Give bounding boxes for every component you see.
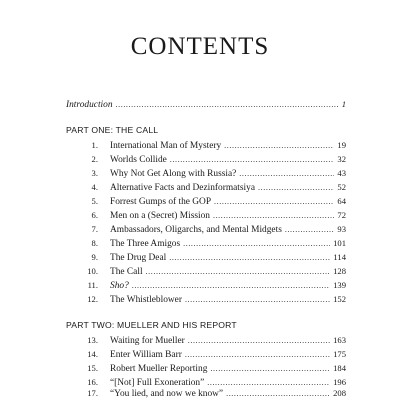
chapter-number: 7. (91, 224, 98, 234)
chapter-page: 72 (337, 210, 346, 220)
toc-entry[interactable] (66, 333, 346, 347)
chapter-page: 43 (337, 168, 346, 178)
dot-leader (185, 348, 330, 362)
chapter-page: 163 (333, 335, 346, 345)
chapter-number: 1. (91, 140, 98, 150)
chapter-page: 64 (337, 196, 346, 206)
toc-entry[interactable] (66, 361, 346, 375)
chapter-page: 152 (333, 294, 346, 304)
chapter-title: Sho? (110, 281, 129, 291)
toc-entry[interactable] (66, 194, 346, 208)
chapter-title: The Drug Deal (110, 253, 167, 263)
chapter-title: Robert Mueller Reporting (110, 364, 208, 374)
dot-leader (169, 251, 330, 265)
toc-entry[interactable] (66, 292, 346, 306)
dot-leader (226, 387, 330, 401)
dot-leader (183, 237, 330, 251)
chapter-number: 9. (91, 252, 98, 262)
chapter-page: 175 (333, 349, 346, 359)
chapter-page: 101 (333, 238, 346, 248)
chapter-page: 52 (337, 182, 346, 192)
chapter-title: Waiting for Mueller (110, 336, 185, 346)
toc-entry[interactable] (66, 264, 346, 278)
chapter-number: 5. (91, 196, 98, 206)
chapter-number: 6. (91, 210, 98, 220)
part-one-heading: PART ONE: THE CALL (66, 125, 159, 135)
dot-leader (132, 279, 330, 293)
chapter-title: The Whistleblower (110, 295, 182, 305)
dot-leader (185, 293, 330, 307)
chapter-number: 12. (87, 294, 98, 304)
toc-entry[interactable] (66, 152, 346, 166)
chapter-title: Worlds Collide (110, 155, 167, 165)
toc-entry[interactable] (66, 208, 346, 222)
page-title: CONTENTS (130, 33, 270, 60)
chapter-page: 139 (333, 280, 346, 290)
dot-leader (258, 181, 334, 195)
toc-entry[interactable] (66, 138, 346, 152)
dot-leader (146, 265, 331, 279)
dot-leader (116, 98, 339, 112)
part-two-heading: PART TWO: MUELLER AND HIS REPORT (66, 320, 237, 330)
chapter-number: 8. (91, 238, 98, 248)
chapter-number: 15. (87, 363, 98, 373)
toc-entry-label: Introduction (66, 100, 113, 110)
chapter-page: 19 (337, 140, 346, 150)
dot-leader (213, 209, 334, 223)
chapter-number: 4. (91, 182, 98, 192)
chapter-title: The Three Amigos (110, 239, 181, 249)
dot-leader (285, 223, 335, 237)
toc-entry[interactable] (66, 347, 346, 361)
toc-entry[interactable] (66, 278, 346, 292)
chapter-page: 32 (337, 154, 346, 164)
chapter-number: 14. (87, 349, 98, 359)
chapter-page: 208 (333, 388, 346, 398)
chapter-title: Why Not Get Along with Russia? (110, 169, 237, 179)
chapter-title: “You lied, and now we know” (110, 389, 224, 399)
chapter-number: 13. (87, 335, 98, 345)
dot-leader (239, 167, 334, 181)
chapter-page: 93 (337, 224, 346, 234)
toc-entry[interactable] (66, 222, 346, 236)
chapter-number: 11. (87, 280, 98, 290)
dot-leader (224, 139, 334, 153)
chapter-title: The Call (110, 267, 143, 277)
chapter-page: 128 (333, 266, 346, 276)
dot-leader (188, 334, 330, 348)
chapter-page: 114 (333, 252, 346, 262)
toc-entry-introduction[interactable] (66, 97, 346, 111)
dot-leader (210, 362, 330, 376)
chapter-title: Enter William Barr (110, 350, 182, 360)
chapter-page: 196 (333, 377, 346, 387)
toc-entry[interactable] (66, 386, 346, 400)
chapter-number: 2. (91, 154, 98, 164)
chapter-title: Men on a (Secret) Mission (110, 211, 210, 221)
chapter-title: International Man of Mystery (110, 141, 222, 151)
toc-entry[interactable] (66, 166, 346, 180)
dot-leader (170, 153, 335, 167)
chapter-title: Ambassadors, Oligarchs, and Mental Midgets (110, 225, 282, 235)
chapter-page: 184 (333, 363, 346, 373)
chapter-title: Alternative Facts and Dezinformatsiya (110, 183, 256, 193)
chapter-number: 17. (87, 388, 98, 398)
chapter-title: Forrest Gumps of the GOP (110, 197, 212, 207)
toc-entry-page: 1 (341, 99, 346, 109)
chapter-title: “[Not] Full Exoneration” (110, 378, 205, 388)
chapter-number: 16. (87, 377, 98, 387)
toc-entry[interactable] (66, 180, 346, 194)
toc-entry[interactable] (66, 250, 346, 264)
chapter-number: 3. (91, 168, 98, 178)
dot-leader (214, 195, 334, 209)
toc-entry[interactable] (66, 236, 346, 250)
chapter-number: 10. (87, 266, 98, 276)
